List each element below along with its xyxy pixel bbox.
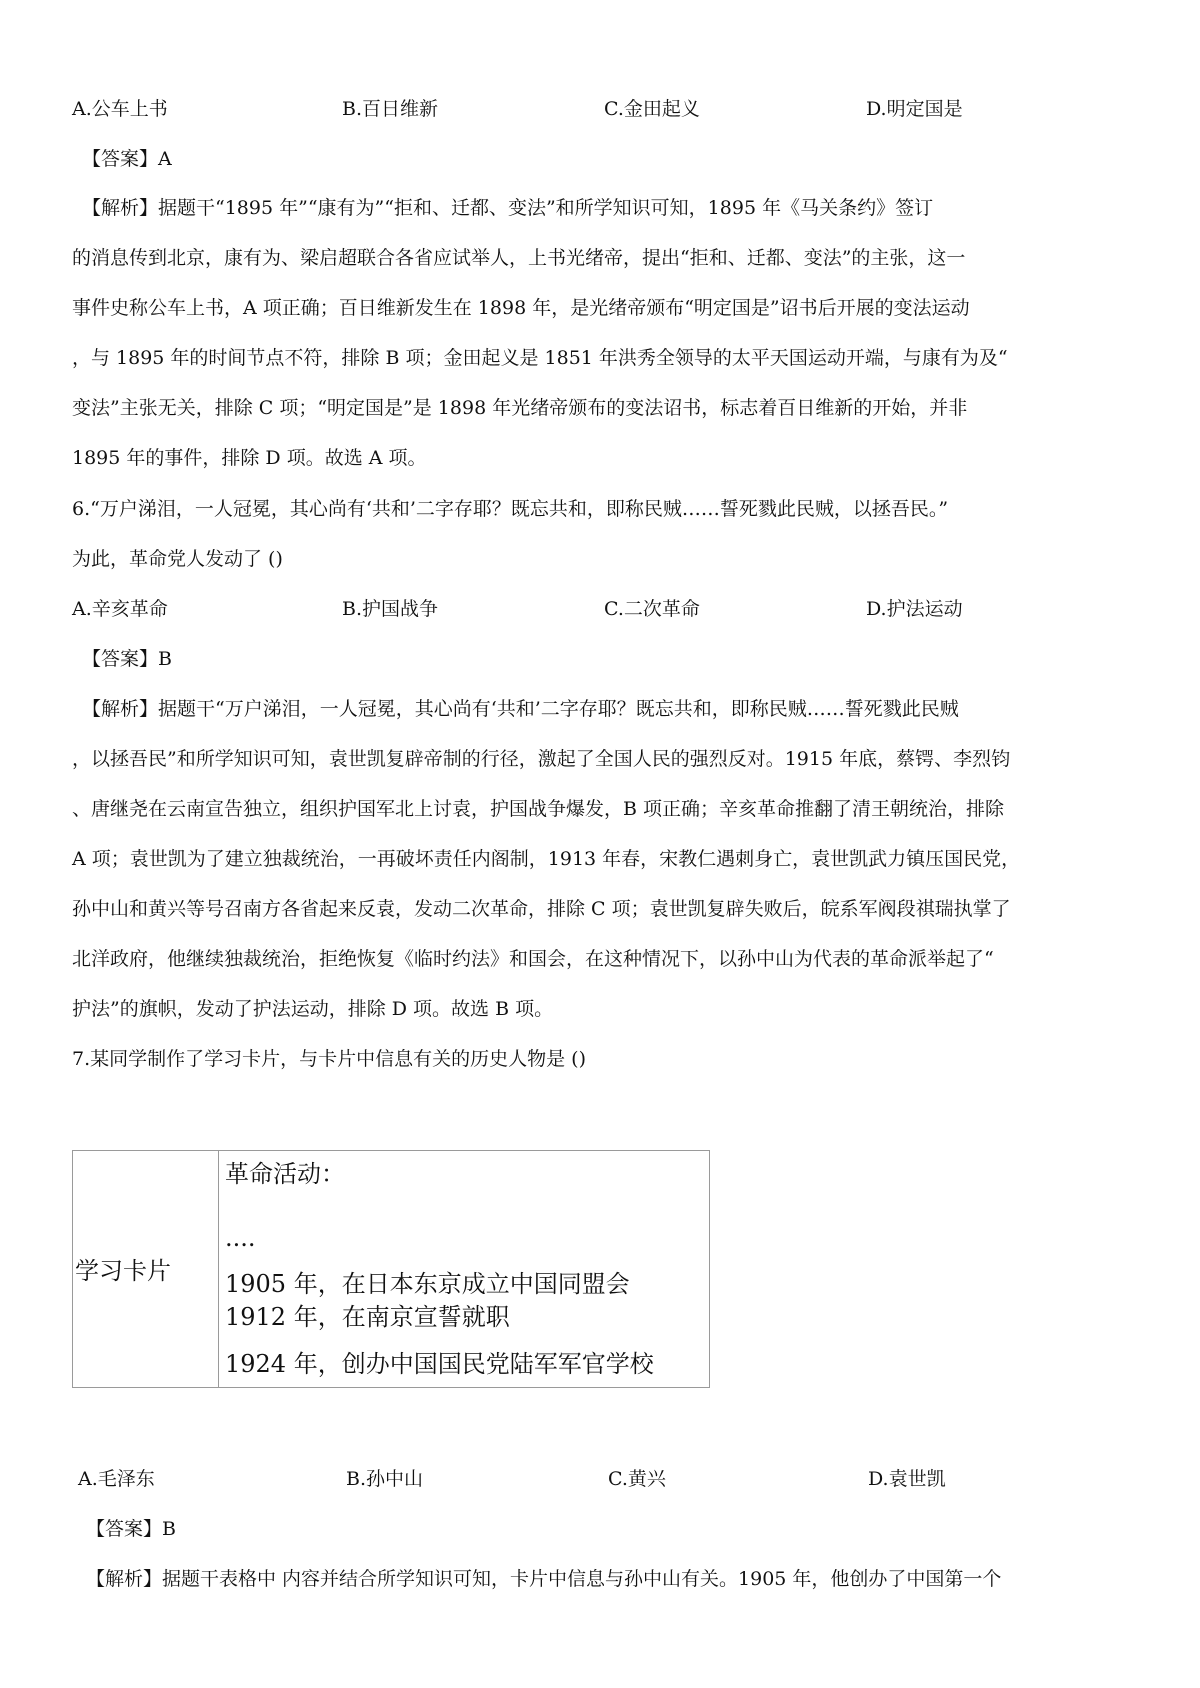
q6-stem-line: 6.“万户涕泪，一人冠冕，其心尚有‘共和’二字存耶？既忘共和，即称民贼……誓死戮此民贼，以拯吾民。” [72, 498, 949, 520]
study-card-line: .... [225, 1224, 256, 1252]
q5-answer: 【答案】A [82, 148, 172, 170]
q6-stem-line: 为此，革命党人发动了 () [72, 548, 283, 570]
q7-option-c: C.黄兴 [608, 1468, 666, 1490]
q6-option-d: D.护法运动 [866, 598, 963, 620]
study-card-line: 革命活动： [225, 1160, 345, 1188]
q5-option-c: C.金田起义 [604, 98, 700, 120]
q5-analysis-line: 变法”主张无关，排除 C 项；“明定国是”是 1898 年光绪帝颁布的变法诏书，标志着百日维新的开始，并非 [72, 397, 968, 419]
q6-analysis-line: A 项；袁世凯为了建立独裁统治，一再破坏责任内阁制，1913 年春，宋教仁遇刺身亡，袁世凯武力镇压国民党， [72, 848, 1021, 870]
q6-analysis-line: 护法”的旗帜，发动了护法运动，排除 D 项。故选 B 项。 [72, 998, 554, 1020]
q6-answer: 【答案】B [82, 648, 172, 670]
study-card-content-cell [219, 1151, 709, 1387]
q5-option-b: B.百日维新 [342, 98, 439, 120]
q5-option-a: A.公车上书 [72, 98, 168, 120]
q6-option-b: B.护国战争 [342, 598, 439, 620]
study-card-line: 1924 年，创办中国国民党陆军军官学校 [225, 1350, 654, 1378]
q5-analysis-line: 的消息传到北京，康有为、梁启超联合各省应试举人，上书光绪帝，提出“拒和、迁都、变法”的主张，这一 [72, 247, 966, 269]
q5-analysis-line: 【解析】据题干“1895 年”“康有为”“拒和、迁都、变法”和所学知识可知，1895 年《马关条约》签订 [82, 197, 934, 219]
q6-analysis-line: 、唐继尧在云南宣告独立，组织护国军北上讨袁，护国战争爆发，B 项正确；辛亥革命推翻了清王朝统治，排除 [72, 798, 1005, 820]
q7-option-b: B.孙中山 [346, 1468, 424, 1490]
q7-answer: 【答案】B [86, 1518, 176, 1540]
q6-analysis-line: 北洋政府，他继续独裁统治，拒绝恢复《临时约法》和国会，在这种情况下，以孙中山为代表的革命派举起了“ [72, 948, 994, 970]
q5-analysis-line: 事件史称公车上书，A 项正确；百日维新发生在 1898 年，是光绪帝颁布“明定国是”诏书后开展的变法运动 [72, 297, 970, 319]
study-card-title: 学习卡片 [75, 1257, 171, 1285]
q6-analysis-line: 孙中山和黄兴等号召南方各省起来反袁，发动二次革命，排除 C 项；袁世凯复辟失败后，皖系军阀段祺瑞执掌了 [72, 898, 1011, 920]
q6-analysis-line: ，以拯吾民”和所学知识可知，袁世凯复辟帝制的行径，激起了全国人民的强烈反对。1915 年底，蔡锷、李烈钧 [72, 748, 1011, 770]
q5-analysis-line: 1895 年的事件，排除 D 项。故选 A 项。 [72, 447, 427, 469]
q5-analysis-line: ，与 1895 年的时间节点不符，排除 B 项；金田起义是 1851 年洪秀全领导的太平天国运动开端，与康有为及“ [72, 347, 1008, 369]
q6-option-c: C.二次革命 [604, 598, 700, 620]
q5-option-d: D.明定国是 [866, 98, 963, 120]
q6-option-a: A.辛亥革命 [72, 598, 168, 620]
q7-stem: 7.某同学制作了学习卡片，与卡片中信息有关的历史人物是 () [72, 1048, 586, 1070]
q7-option-d: D.袁世凯 [868, 1468, 946, 1490]
q7-analysis-line: 【解析】据题干表格中 内容并结合所学知识可知，卡片中信息与孙中山有关。1905 年，他创办了中国第一个 [86, 1568, 1002, 1590]
study-card-title-cell [73, 1151, 219, 1387]
study-card-table [72, 1150, 710, 1388]
study-card-line: 1912 年，在南京宣誓就职 [225, 1303, 510, 1331]
q6-analysis-line: 【解析】据题干“万户涕泪，一人冠冕，其心尚有‘共和’二字存耶？既忘共和，即称民贼……誓死戮此民贼 [82, 698, 959, 720]
study-card-line: 1905 年，在日本东京成立中国同盟会 [225, 1270, 630, 1298]
q7-option-a: A.毛泽东 [78, 1468, 155, 1490]
